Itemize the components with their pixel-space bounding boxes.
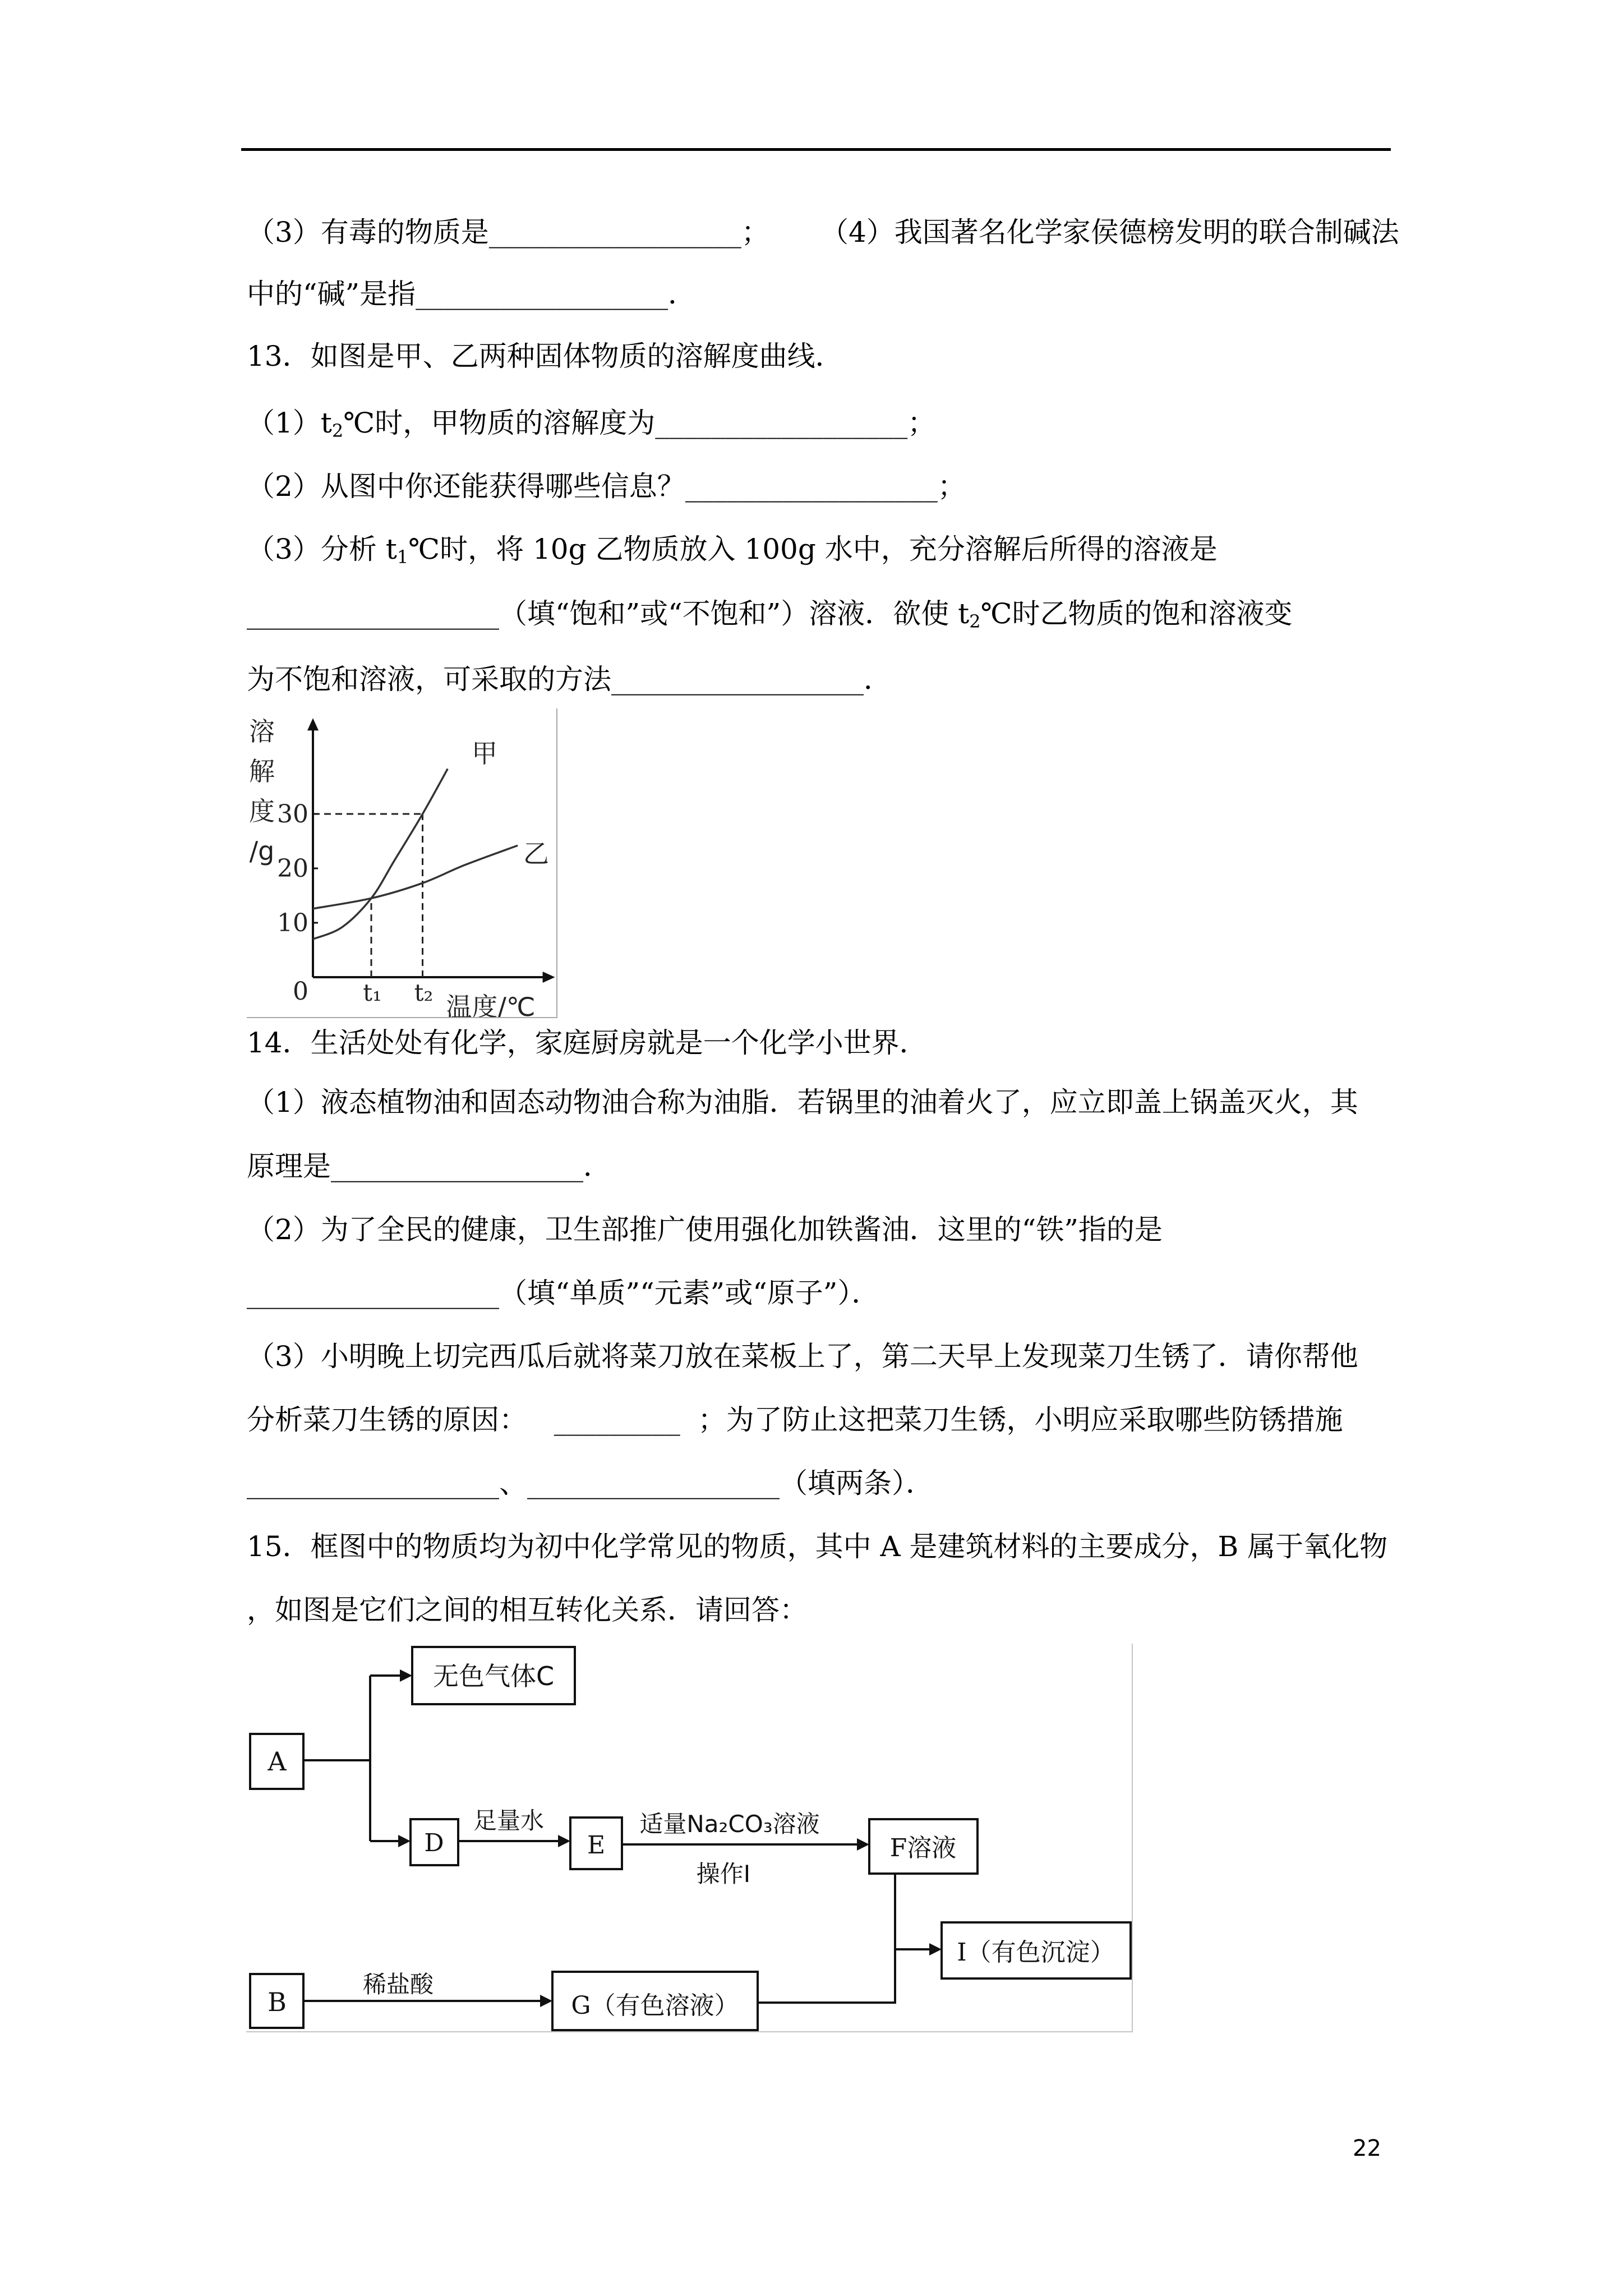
solubility-chart [247, 708, 557, 1018]
text-segment: （3）有毒的物质是 [247, 216, 489, 249]
arrowhead-icon [540, 1995, 552, 2007]
question-14-part-3-end [247, 1466, 934, 1500]
answer-blank: __________________ [488, 216, 741, 249]
question-14-part-1 [247, 1085, 1358, 1119]
question-13-stem [247, 339, 843, 373]
text-segment: ． [668, 278, 697, 310]
box-d-label: D [424, 1829, 444, 1857]
text-segment: （填“饱和”或“不饱和”）溶液．欲使 t [499, 597, 970, 630]
arrowhead-icon [857, 1838, 869, 1851]
question-13-part-2 [247, 470, 966, 503]
text-segment: 15．框图中的物质均为初中化学常见的物质，其中 A 是建筑材料的主要成分，B 属于氧化物 [247, 1530, 1388, 1563]
text-line-q12-4-cont [247, 277, 696, 311]
text-segment: ℃时，将 10g 乙物质放入 100g 水中，充分溶解后所得的溶液是 [408, 533, 1218, 565]
box-e-label: E [587, 1831, 606, 1860]
question-14-part-2 [247, 1213, 1163, 1246]
answer-blank: __________________ [611, 663, 864, 696]
answer-blank: _________ [554, 1404, 680, 1436]
subscript-text: 2 [969, 611, 981, 631]
series-line-jia [313, 769, 448, 939]
text-segment: 原理是 [247, 1150, 331, 1182]
box-a-label: A [268, 1746, 287, 1777]
y-tick-label: 10 [277, 909, 308, 937]
text-segment: ℃时乙物质的饱和溶液变 [980, 597, 1293, 630]
label-d-to-e: 足量水 [473, 1807, 545, 1834]
y-axis-label: /g [249, 836, 275, 866]
y-axis-label: 解 [249, 756, 275, 786]
box-b-label: B [268, 1987, 287, 2017]
series-label: 乙 [523, 839, 549, 869]
text-segment: 14．生活处处有化学，家庭厨房就是一个化学小世界． [247, 1027, 928, 1059]
text-segment: 13．如图是甲、乙两种固体物质的溶解度曲线． [247, 340, 843, 372]
y-tick-label: 20 [277, 854, 308, 883]
label-e-to-f-operation: 操作Ⅰ [696, 1860, 751, 1888]
text-segment: 中的“碱”是指 [247, 278, 416, 310]
subscript-text: 1 [396, 546, 409, 566]
text-segment: ． [864, 663, 892, 696]
answer-blank: __________________ [247, 1277, 499, 1309]
arrowhead-icon [400, 1669, 412, 1682]
x-axis-label: 温度/℃ [446, 992, 536, 1018]
label-e-to-f-reagent: 适量Na₂CO₃溶液 [639, 1810, 820, 1838]
y-tick-label: 30 [277, 800, 308, 829]
label-b-to-g: 稀盐酸 [362, 1971, 434, 1998]
text-segment: （2）为了全民的健康，卫生部推广使用强化加铁酱油．这里的“铁”指的是 [247, 1213, 1163, 1246]
text-segment: （2）从图中你还能获得哪些信息？ [247, 470, 685, 503]
text-segment: （3）小明晚上切完西瓜后就将菜刀放在菜板上了，第二天早上发现菜刀生锈了．请你帮他 [247, 1340, 1358, 1373]
text-segment: ；为了防止这把菜刀生锈，小明应采取哪些防锈措施 [680, 1404, 1343, 1436]
text-line-q12-3 [247, 215, 769, 249]
header-rule [241, 148, 1391, 151]
text-segment: （1）液态植物油和固态动物油合称为油脂．若锅里的油着火了，应立即盖上锅盖灭火，其 [247, 1086, 1358, 1119]
question-14-stem [247, 1026, 928, 1060]
y-axis-label: 度 [249, 796, 275, 826]
arrowhead-icon [929, 1943, 942, 1955]
y-axis-arrow-icon [307, 718, 319, 730]
question-13-part-3 [247, 532, 1218, 566]
question-13-part-1 [247, 406, 935, 440]
connector-g-f [758, 1874, 895, 2003]
answer-blank: __________________ [685, 470, 938, 503]
box-f-label: F溶液 [889, 1834, 957, 1862]
text-segment: （填“单质”“元素”或“原子”）． [499, 1277, 880, 1309]
text-segment: ； [741, 216, 769, 249]
x-axis-arrow-icon [543, 972, 555, 983]
text-line-q12-4 [820, 215, 1399, 249]
question-13-part-3-end [247, 662, 892, 696]
text-segment: 分析菜刀生锈的原因： [247, 1404, 554, 1436]
origin-label: 0 [293, 977, 308, 1006]
series-line-yi [313, 845, 518, 909]
text-segment: ； [937, 470, 966, 503]
reaction-flow-diagram [246, 1644, 1133, 2032]
box-c-label: 无色气体C [432, 1661, 555, 1691]
x-tick-label: t₂ [414, 979, 434, 1006]
answer-blank: __________________ [655, 407, 908, 439]
x-tick-label: t₁ [363, 979, 382, 1006]
text-segment: 、 [499, 1467, 527, 1499]
question-14-part-3-cont [247, 1403, 1343, 1437]
answer-blank: __________________ [247, 1467, 499, 1499]
question-14-part-2-cont [247, 1276, 879, 1310]
subscript-text: 2 [331, 420, 344, 440]
text-segment: ，如图是它们之间的相互转化关系．请回答： [247, 1594, 808, 1626]
answer-blank: __________________ [416, 278, 668, 310]
box-g-label: G（有色溶液） [571, 1991, 739, 2020]
question-14-part-3 [247, 1340, 1358, 1373]
text-segment: ℃时，甲物质的溶解度为 [343, 407, 656, 439]
question-13-part-3-cont [247, 597, 1293, 631]
text-segment: （3）分析 t [247, 533, 397, 565]
box-i-label: I（有色沉淀） [957, 1938, 1115, 1967]
text-segment: ； [907, 407, 936, 439]
text-segment: （填两条）． [780, 1467, 934, 1499]
arrowhead-icon [398, 1835, 411, 1847]
text-segment: 为不饱和溶液，可采取的方法 [247, 663, 611, 696]
series-label: 甲 [472, 738, 497, 769]
question-15-stem-cont [247, 1593, 808, 1627]
question-14-part-1-cont [247, 1149, 611, 1183]
text-segment: ． [583, 1150, 611, 1182]
arrowhead-icon [558, 1835, 570, 1847]
y-axis-label: 溶 [249, 716, 275, 747]
answer-blank: __________________ [527, 1467, 780, 1499]
question-15-stem [247, 1530, 1387, 1563]
answer-blank: __________________ [331, 1150, 583, 1182]
page-number: 22 [1353, 2136, 1381, 2161]
answer-blank: __________________ [247, 597, 499, 630]
text-segment: （1）t [247, 407, 332, 439]
text-segment: （4）我国著名化学家侯德榜发明的联合制碱法 [820, 216, 1399, 249]
solubility-chart-svg [247, 708, 557, 1018]
flow-diagram-svg [246, 1644, 1133, 2032]
